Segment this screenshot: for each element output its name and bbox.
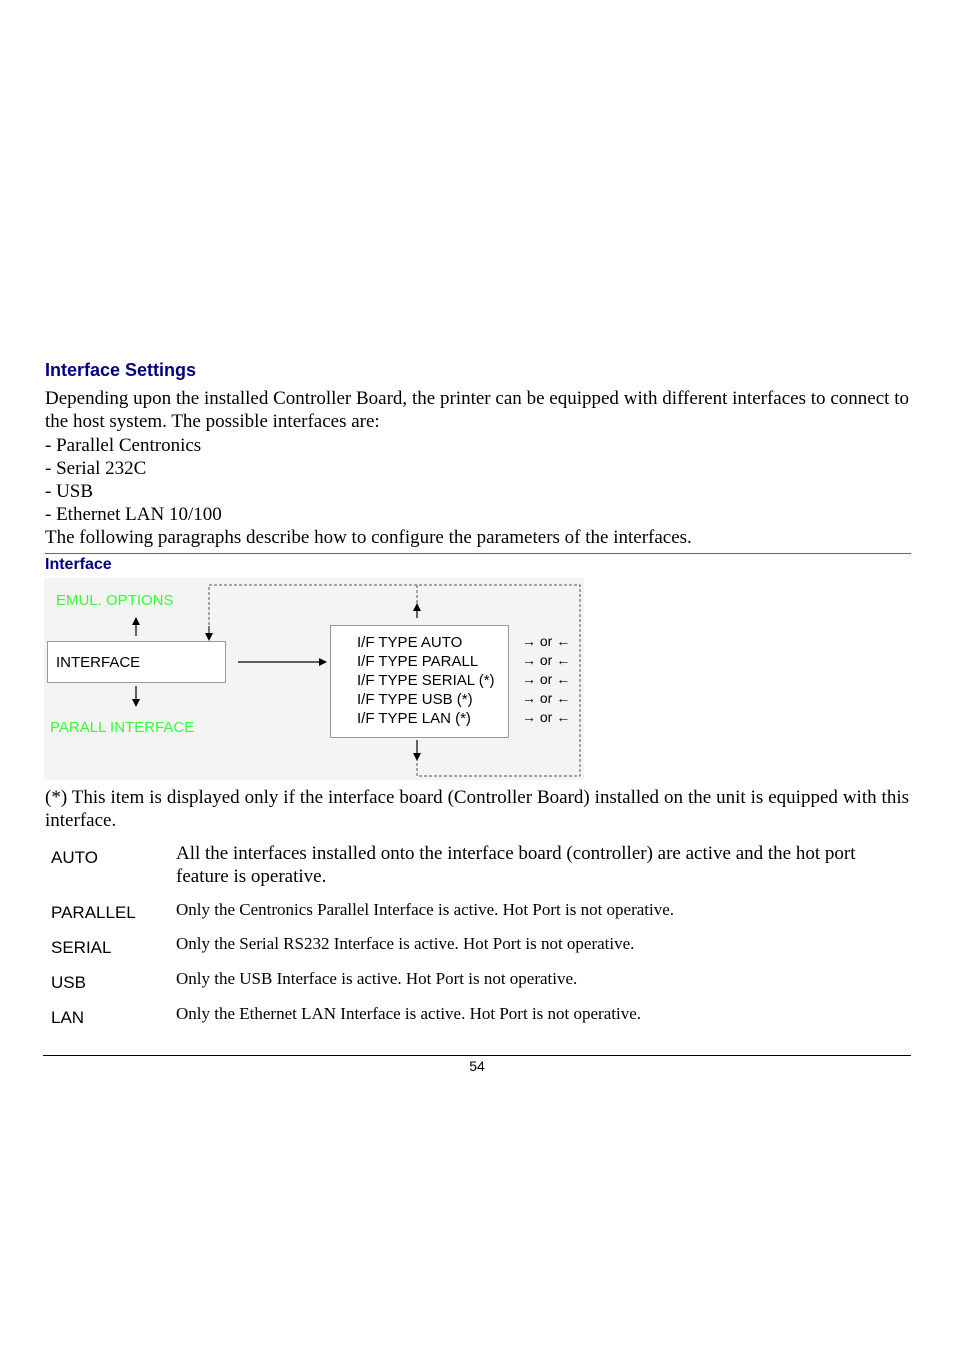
intro-closing: The following paragraphs describe how to configure the parameters of the interfaces. xyxy=(45,527,692,548)
interface-menu-box xyxy=(47,641,226,683)
definition-term: AUTO xyxy=(51,848,98,867)
interface-list-item: - USB xyxy=(45,481,94,502)
nav-hint: → or ← xyxy=(522,709,571,725)
menu-item-if-type-serial: I/F TYPE SERIAL (*) xyxy=(357,672,495,689)
interface-menu-label: INTERFACE xyxy=(56,654,141,671)
footnote: (*) This item is displayed only if the interface board (Controller Board) installed on the unit is equipped with this interface. xyxy=(45,787,909,831)
page-number: 54 xyxy=(469,1058,485,1074)
subsection-title: Interface xyxy=(45,556,112,573)
interface-list-item: - Parallel Centronics xyxy=(45,435,202,456)
definition-desc: All the interfaces installed onto the interface board (controller) are active and the hot port feature is operative. xyxy=(176,843,856,887)
interface-menu-diagram xyxy=(44,578,584,780)
emul-options-label: EMUL. OPTIONS xyxy=(56,592,174,609)
menu-item-if-type-auto: I/F TYPE AUTO xyxy=(357,634,463,651)
nav-hint: → or ← xyxy=(522,690,571,706)
nav-hint: → or ← xyxy=(522,652,571,668)
menu-item-if-type-lan: I/F TYPE LAN (*) xyxy=(357,710,471,727)
definition-term: PARALLEL xyxy=(51,903,136,922)
footer-rule xyxy=(43,1055,911,1056)
interface-list-item: - Serial 232C xyxy=(45,458,147,479)
menu-item-if-type-usb: I/F TYPE USB (*) xyxy=(357,691,473,708)
nav-hint: → or ← xyxy=(522,633,571,649)
definition-term: USB xyxy=(51,973,86,992)
if-type-options-box xyxy=(330,625,509,738)
intro-paragraph: Depending upon the installed Controller Board, the printer can be equipped with different interfaces to connect to the host system. The possible interfaces are: xyxy=(45,388,909,432)
section-divider xyxy=(45,553,911,554)
interface-list-item: - Ethernet LAN 10/100 xyxy=(45,504,222,525)
parall-interface-label: PARALL INTERFACE xyxy=(50,719,195,736)
definition-term: LAN xyxy=(51,1008,85,1027)
definition-desc: Only the Serial RS232 Interface is active. Hot Port is not operative. xyxy=(176,934,635,953)
definition-desc: Only the USB Interface is active. Hot Port is not operative. xyxy=(176,969,578,988)
definition-desc: Only the Ethernet LAN Interface is active. Hot Port is not operative. xyxy=(176,1004,641,1023)
section-title: Interface Settings xyxy=(45,360,197,380)
definition-term: SERIAL xyxy=(51,938,112,957)
definition-desc: Only the Centronics Parallel Interface is active. Hot Port is not operative. xyxy=(176,900,675,919)
nav-hint: → or ← xyxy=(522,671,571,687)
menu-item-if-type-parall: I/F TYPE PARALL xyxy=(357,653,479,670)
